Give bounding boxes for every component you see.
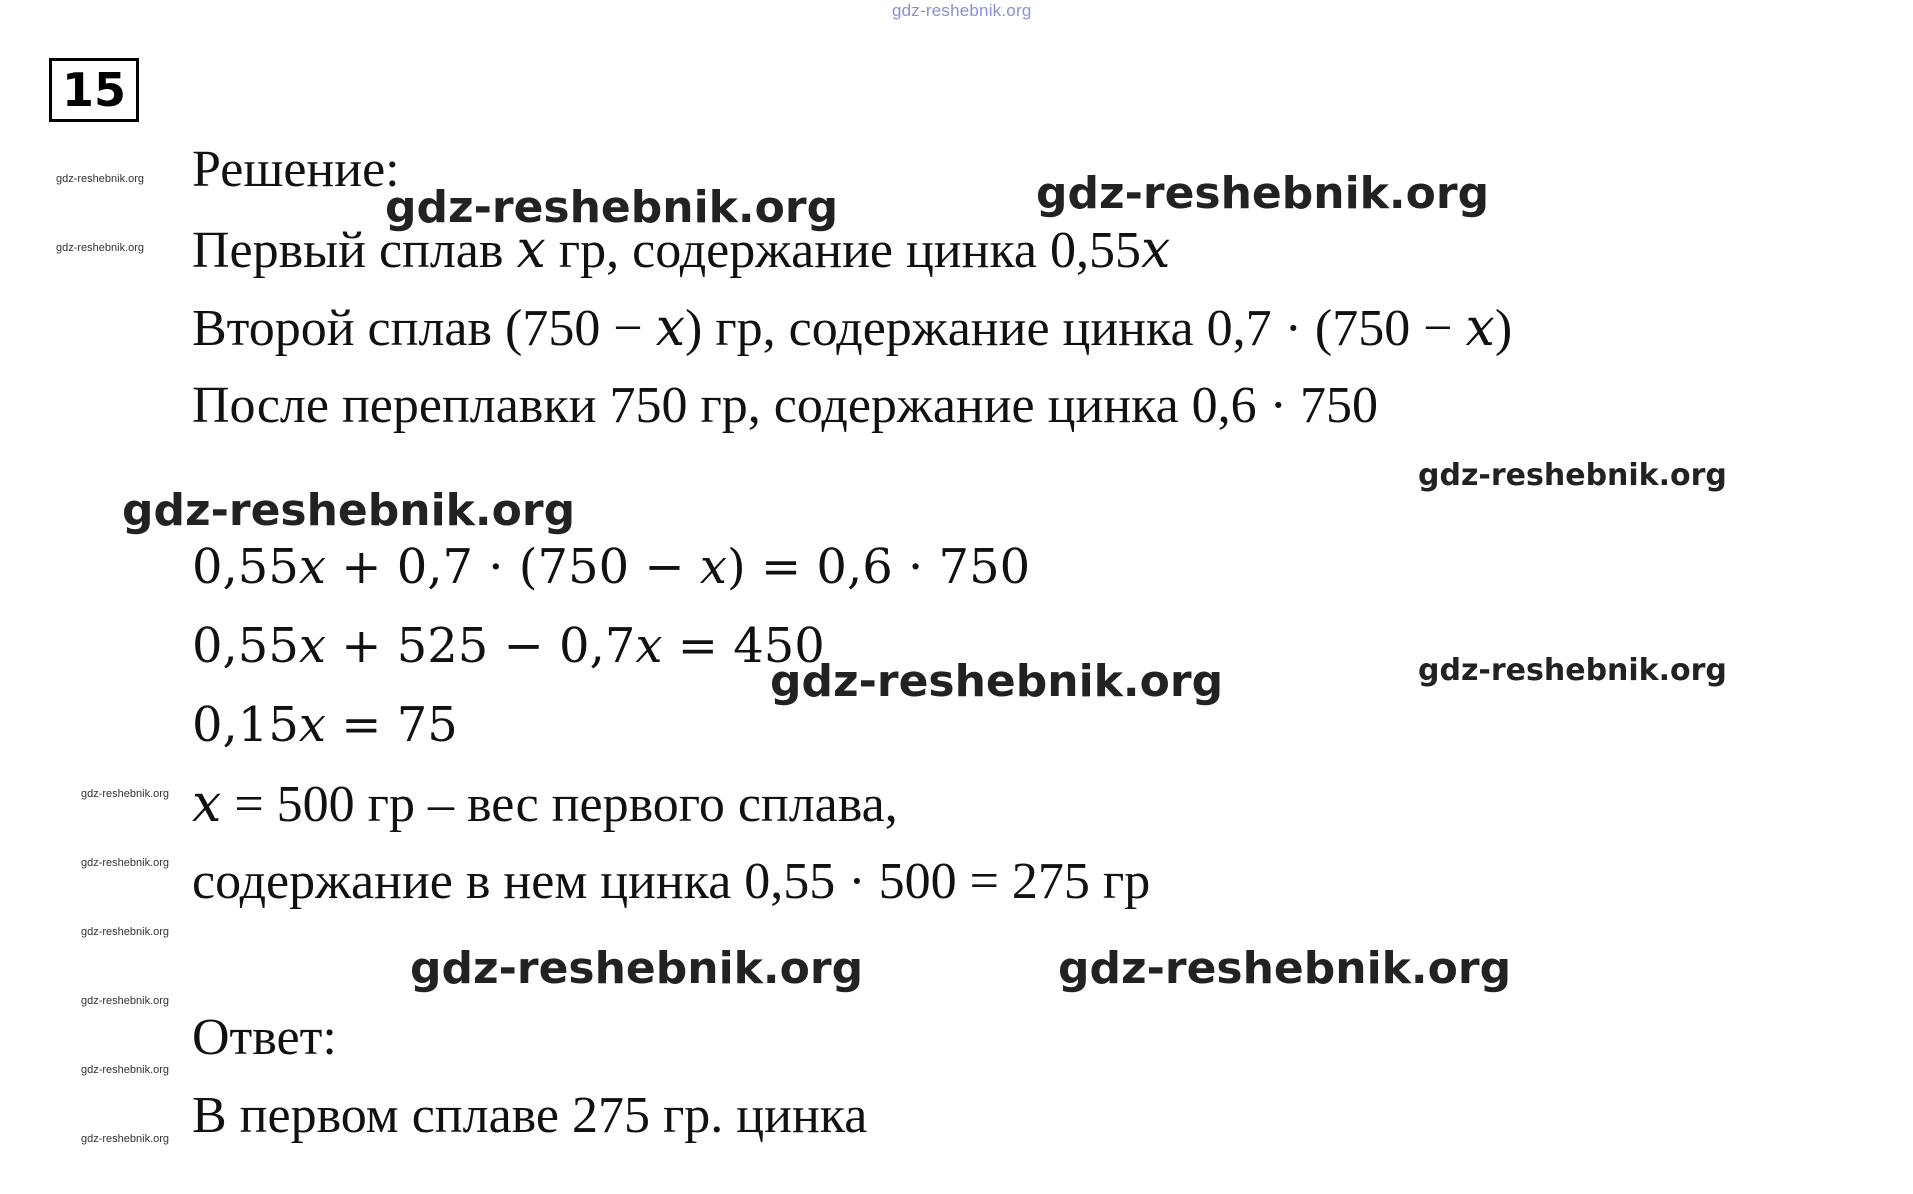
second-alloy-line bbox=[192, 298, 1512, 359]
variable-x: x bbox=[298, 539, 326, 595]
result-line-1-text: = 500 гр – вес первого сплава, bbox=[221, 776, 898, 833]
header-watermark: gdz-reshebnik.org bbox=[892, 1, 1032, 20]
watermark-large: gdz-reshebnik.org bbox=[410, 943, 864, 994]
watermark-large: gdz-reshebnik.org bbox=[1036, 168, 1490, 219]
result-line-2: содержание в нем цинка 0,55 · 500 = 275 гр bbox=[192, 853, 1151, 910]
variable-x: x bbox=[635, 618, 663, 674]
watermark-small: gdz-reshebnik.org bbox=[81, 1064, 170, 1076]
watermark-small: gdz-reshebnik.org bbox=[56, 242, 145, 254]
watermark-small: gdz-reshebnik.org bbox=[56, 173, 145, 185]
variable-x: x bbox=[298, 618, 326, 674]
result-line-1 bbox=[192, 774, 898, 835]
equation-2-part-c: = 450 bbox=[662, 618, 825, 674]
watermark-small: gdz-reshebnik.org bbox=[81, 995, 170, 1007]
equation-1-part-a: 0,55 bbox=[192, 539, 299, 595]
equation-1 bbox=[192, 537, 1030, 597]
task-number: 15 bbox=[49, 58, 139, 122]
variable-x: x bbox=[192, 774, 222, 834]
variable-x: x bbox=[298, 697, 326, 753]
watermark-large: gdz-reshebnik.org bbox=[122, 485, 576, 536]
variable-x: x bbox=[655, 298, 686, 358]
watermark-large: gdz-reshebnik.org bbox=[385, 182, 839, 233]
variable-x: x bbox=[1465, 298, 1495, 358]
equation-3-part-b: = 75 bbox=[325, 697, 458, 753]
answer-text: В первом сплаве 275 гр. цинка bbox=[192, 1087, 868, 1144]
watermark-small: gdz-reshebnik.org bbox=[81, 1133, 170, 1145]
first-alloy-text: Первый сплав bbox=[192, 222, 517, 279]
watermark-large: gdz-reshebnik.org bbox=[1058, 943, 1512, 994]
second-alloy-end: ) bbox=[1494, 300, 1513, 357]
after-melting-line: После переплавки 750 гр, содержание цинка 0,6 · 750 bbox=[192, 377, 1378, 434]
answer-heading: Ответ: bbox=[192, 1009, 337, 1066]
second-alloy-rest: ) гр, содержание цинка 0,7 · (750 − bbox=[685, 300, 1466, 357]
equation-2-part-a: 0,55 bbox=[192, 618, 299, 674]
watermark-small: gdz-reshebnik.org bbox=[81, 788, 170, 800]
watermark-medium: gdz-reshebnik.org bbox=[1418, 458, 1727, 493]
equation-1-part-c: ) = 0,6 · 750 bbox=[726, 539, 1031, 595]
watermark-large: gdz-reshebnik.org bbox=[770, 656, 1224, 707]
variable-x: x bbox=[699, 539, 727, 595]
variable-x: x bbox=[1141, 220, 1171, 280]
equation-3 bbox=[192, 695, 458, 755]
second-alloy-text: Второй сплав (750 − bbox=[192, 300, 656, 357]
equation-1-part-b: + 0,7 · (750 − bbox=[325, 539, 700, 595]
watermark-small: gdz-reshebnik.org bbox=[81, 926, 170, 938]
solution-heading: Решение: bbox=[192, 141, 400, 198]
watermark-small: gdz-reshebnik.org bbox=[81, 857, 170, 869]
watermark-medium: gdz-reshebnik.org bbox=[1418, 653, 1727, 688]
equation-2 bbox=[192, 616, 825, 676]
first-alloy-rest: гр, содержание цинка 0,55 bbox=[545, 222, 1142, 279]
equation-3-part-a: 0,15 bbox=[192, 697, 299, 753]
equation-2-part-b: + 525 − 0,7 bbox=[325, 618, 636, 674]
variable-x: x bbox=[516, 220, 546, 280]
